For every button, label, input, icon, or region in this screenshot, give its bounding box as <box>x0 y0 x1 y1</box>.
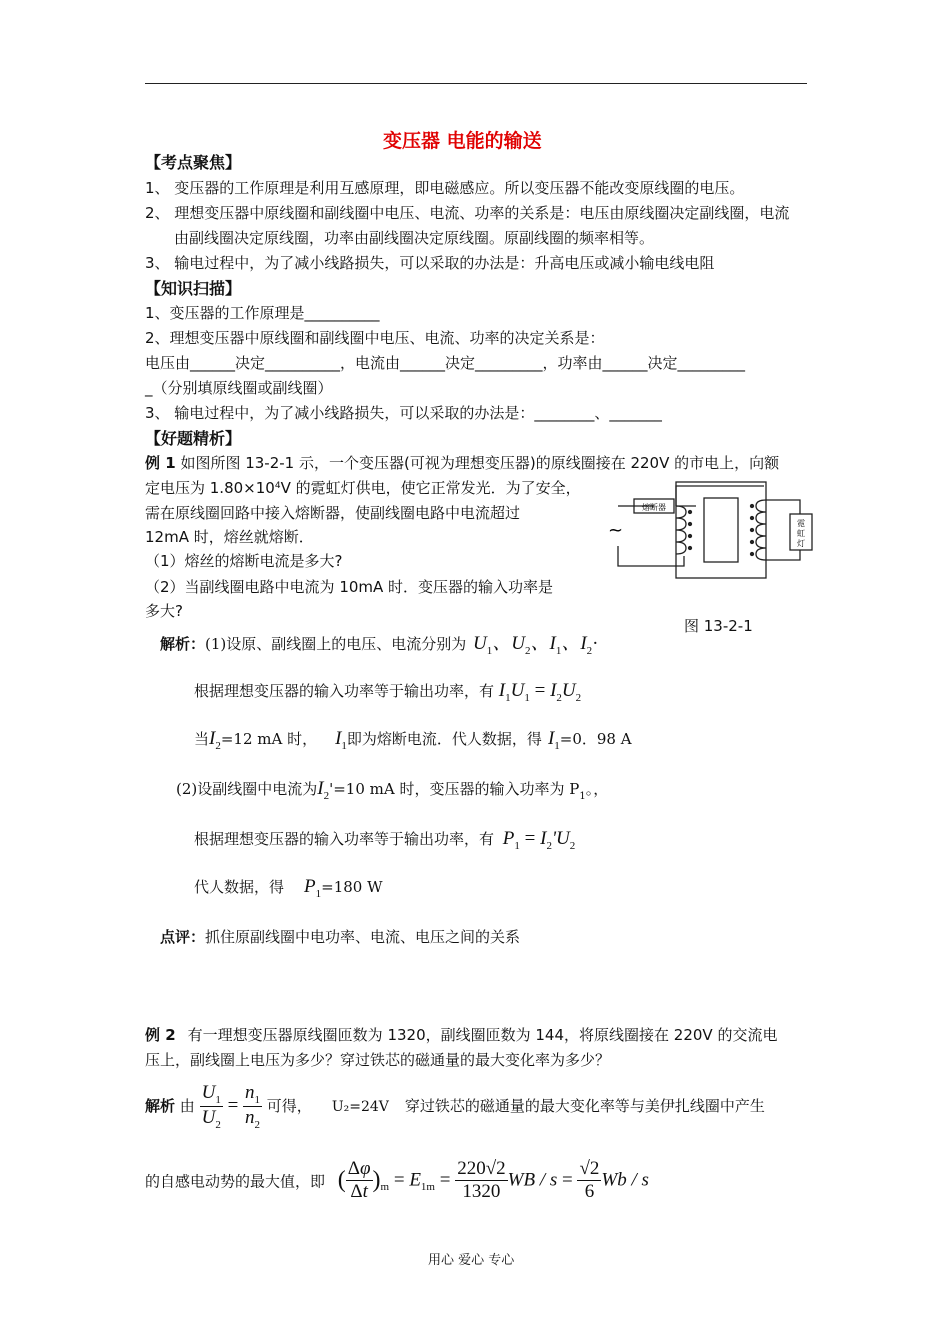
section-heading-zhishi: 【知识扫描】 <box>145 279 242 298</box>
solution-1-line-5: 根据理想变压器的输入功率等于输出功率，有 $P_1 = I_2'U_2$ <box>194 828 576 852</box>
kaodian-item-1: 1、 变压器的工作原理是利用互感原理，即电磁感应。所以变压器不能改变原线圈的电压。 <box>145 179 745 197</box>
example-2-solution-line-2: 的自感电动势的最大值，即 ( $\frac{\Delta\varphi}{\Delta t}$ )$_m = E_{1m}$ = $\frac{220√2}{1320}$ WB / s = $\frac{√2}{6}$ Wb / s <box>145 1158 649 1202</box>
example-1-label: 例 1 <box>145 454 176 472</box>
input-power-equation: $P_1 = I_2'U_2$ <box>502 828 576 852</box>
power-balance-equation: $I_1U_1 = I_2U_2$ <box>498 680 582 704</box>
example-1-line-2: 定电压为 $1.80\times 10^4V$ 的霓虹灯供电，使它正常发光．为了安全， <box>145 479 581 497</box>
zhishi-item-2-note: _（分别填原线圈或副线圈） <box>145 379 333 397</box>
example-2-solution-line-1: 解析 由 $\frac{U_1}{U_2}$ = $\frac{n_1}{n_2}$ 可得， U₂=24V 穿过铁芯的磁通量的最大变化率等与美伊扎线圈中产生 <box>145 1082 765 1131</box>
example-1-question-2a: （2）当副线圈电路中电流为 10mA 时．变压器的输入功率是 <box>145 578 554 596</box>
solution-1-line-1: 解析：(1)设原、副线圈上的电压、电流分别为 $U_1$、$U_2$、$I_1$、$I_2\cdot$ <box>160 633 599 657</box>
example-2-line-2: 压上，副线圈上电压为多少？穿过铁芯的磁通量的最大变化率为多少？ <box>145 1051 611 1069</box>
example-1-text-1: 如图所图 13-2-1 示，一个变压器(可视为理想变压器)的原线圈接在 220V 的市电上，向额 <box>180 454 780 472</box>
example-2-line-1: 例 2 有一理想变压器原线圈匝数为 1320，副线圈匝数为 144，将原线圈接在 220V 的交流电 <box>145 1026 778 1044</box>
zhishi-item-3: 3、 输电过程中，为了减小线路损失，可以采取的办法是：________、_______ <box>145 404 662 422</box>
turns-ratio-fraction: $\frac{U_1}{U_2}$ = $\frac{n_1}{n_2}$ <box>201 1082 261 1131</box>
header-rule <box>145 83 807 84</box>
figure-fuse-label: 熔断器 <box>642 503 666 512</box>
solution-1-line-3: 当$I_2=12$ mA 时， $I_1$即为熔断电流．代人数据，得 $I_1=0$．98 A <box>194 728 632 752</box>
section-heading-kaodian: 【考点聚焦】 <box>145 153 242 172</box>
example-1-question-2b: 多大? <box>145 602 183 620</box>
solution-label: 解析： <box>160 635 206 653</box>
transformer-figure <box>604 476 826 586</box>
zhishi-item-2: 2、理想变压器中原线圈和副线圈中电压、电流、功率的决定关系是： <box>145 329 605 347</box>
example-1-question-1: （1）熔丝的熔断电流是多大? <box>145 552 343 570</box>
kaodian-item-2b: 由副线圈决定原线圈，功率由副线圈决定原线圈。原副线圈的频率相等。 <box>174 229 655 247</box>
solution-1-variables: $U_1$、$U_2$、$I_1$、$I_2\cdot$ <box>473 633 599 657</box>
zhishi-item-1: 1、变压器的工作原理是__________ <box>145 304 380 322</box>
example-1-line-3: 需在原线圈回路中接入熔断器，使副线圈电路中电流超过 <box>145 504 521 522</box>
comment-line <box>160 926 520 947</box>
figure-ac-symbol: ~ <box>608 520 624 541</box>
page-title: 变压器 电能的输送 <box>383 130 542 152</box>
zhishi-item-2-fill: 电压由______决定__________，电流由______决定_________，功率由______决定_________ <box>145 354 746 372</box>
example-2-label: 例 2 <box>145 1026 176 1044</box>
flux-rate-equation: ( $\frac{\Delta\varphi}{\Delta t}$ )$_m = E_{1m}$ = $\frac{220√2}{1320}$ WB / s = $\frac{√2}{6}$ Wb / s <box>337 1158 649 1202</box>
solution-1-line-2: 根据理想变压器的输入功率等于输出功率，有 $I_1U_1 = I_2U_2$ <box>194 680 582 704</box>
kaodian-item-3: 3、 输电过程中，为了减小线路损失，可以采取的办法是：升高电压或减小输电线电阻 <box>145 254 715 272</box>
comment-label: 点评： <box>160 928 206 946</box>
kaodian-item-2a: 2、 理想变压器中原线圈和副线圈中电压、电流、功率的关系是：电压由原线圈决定副线圈，电流 <box>145 204 790 222</box>
example-1-line-4: 12mA 时，熔丝就熔断． <box>145 528 314 546</box>
example-1-line-1 <box>145 452 779 473</box>
page-footer: 用心 爱心 专心 <box>428 1253 515 1268</box>
comment-text: 抓住原副线圈中电功率、电流、电压之间的关系 <box>205 928 521 946</box>
figure-lamp-label: 霓虹灯 <box>797 519 805 548</box>
solution-1-line-4: (2)设副线圈中电流为$I_2'=10$ mA 时，变压器的输入功率为 $P_1$。， <box>176 778 609 802</box>
solution-1-line-6: 代人数据，得 $P_1=180$ W <box>194 876 383 900</box>
section-heading-haoti: 【好题精析】 <box>145 429 242 448</box>
figure-caption: 图 13-2-1 <box>684 617 753 635</box>
example-2-solution-label: 解析 <box>145 1096 176 1115</box>
